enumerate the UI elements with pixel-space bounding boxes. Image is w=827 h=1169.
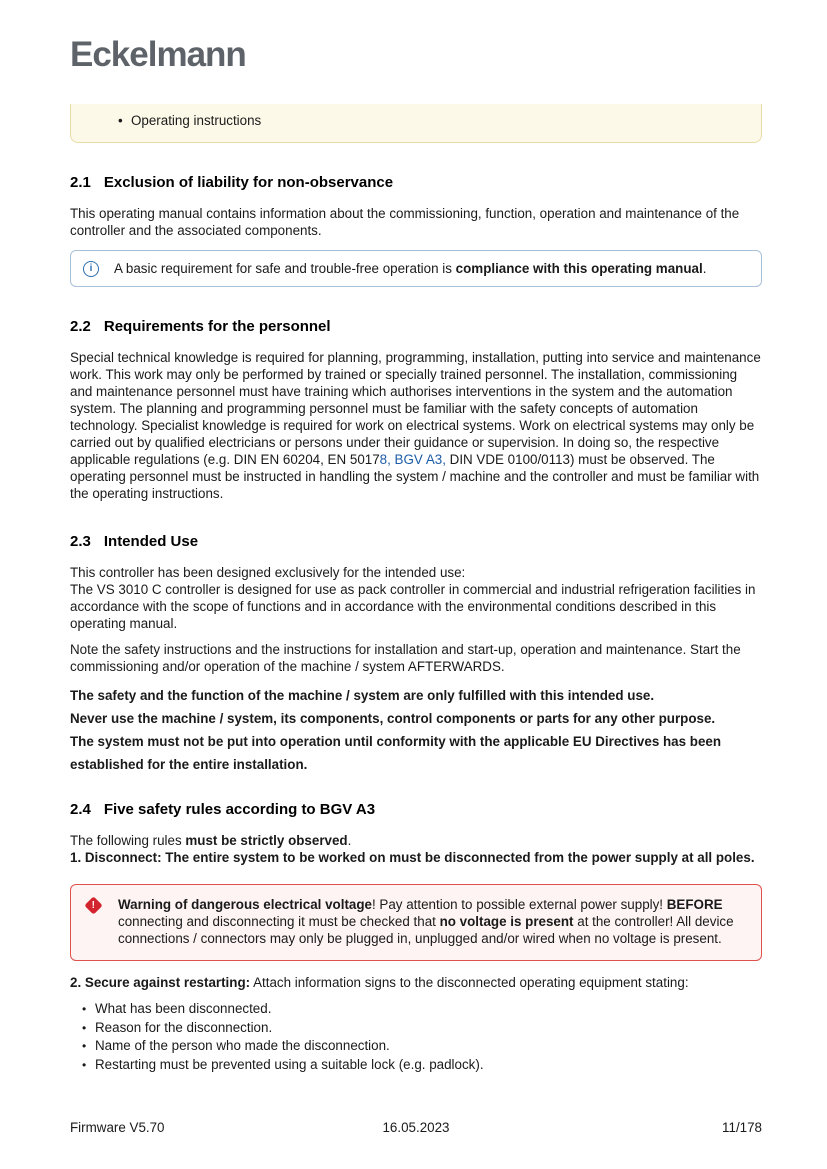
bold-statements <box>70 684 762 776</box>
section-number: 2.4 <box>70 801 91 818</box>
page-content <box>70 0 762 1074</box>
paragraph: Special technical knowledge is required for planning, programming, installation, putting into service and maintenance work. This work may only be performed by trained or specially trained personnel. The installation, commissioning and maintenance personnel must have training which authorises interventions in the system and the automation system. The planning and programming personnel must be familiar with the safety concepts of automation technology. Specialist knowledge is required for work on electrical systems. Work on electrical systems may only be carried out by qualified electricians or persons under their guidance or supervision. In doing so, the respective applicable regulations (e.g. DIN EN 60204, EN 50178, BGV A3, DIN VDE 0100/0113) must be observed. The operating personnel must be instructed in handling the system / machine and the controller and must be familiar with the operating instructions. <box>70 350 761 501</box>
section-title: Five safety rules according to BGV A3 <box>103 801 376 818</box>
list-item: • What has been disconnected. <box>82 1000 762 1019</box>
section-title: Requirements for the personnel <box>103 318 331 335</box>
list-item: • Restarting must be prevented using a suitable lock (e.g. padlock). <box>82 1056 762 1075</box>
section-title: Exclusion of liability for non-observance <box>103 174 394 191</box>
section-heading-2-4 <box>70 800 762 819</box>
bgv-a3-link[interactable]: 8, BGV A3, <box>379 452 446 467</box>
section-number: 2.1 <box>70 174 91 191</box>
info-box <box>70 250 762 287</box>
warning-text: Warning of dangerous electrical voltage! Pay attention to possible external power supply! BEFORE connecting and disconnecting it must be checked that no voltage is present at the controller! All device connections / connectors may only be plugged in, unplugged and/or wired when no voltage is present. <box>118 897 734 946</box>
footer-firmware-version: Firmware V5.70 <box>70 1120 165 1135</box>
paragraph-text: The VS 3010 C controller is designed for use as pack controller in commercial and industrial refrigeration facilities in accordance with the scope of functions and in accordance with the environmental conditions described in this operating manual. <box>70 582 756 631</box>
section-title: Intended Use <box>103 533 199 550</box>
paragraph: Note the safety instructions and the instructions for installation and start-up, operation and maintenance. Start the commissioning and/or operation of the machine / system AFTERWARDS. <box>70 642 741 674</box>
section-number: 2.2 <box>70 318 91 335</box>
section-heading-2-3 <box>70 532 762 551</box>
section-number: 2.3 <box>70 533 91 550</box>
paragraph: This operating manual contains information about the commissioning, function, operation and maintenance of the controller and the associated components. <box>70 206 740 238</box>
bold-statement: The safety and the function of the machine / system are only fulfilled with this intended use. <box>70 688 655 703</box>
warning-box <box>70 884 762 961</box>
restart-sign-list <box>70 1000 762 1074</box>
footer-date: 16.05.2023 <box>382 1120 450 1135</box>
info-icon: i <box>83 261 99 277</box>
rule-2-secure: 2. Secure against restarting: Attach information signs to the disconnected operating equipment stating: <box>70 975 689 990</box>
warning-icon: ! <box>84 896 102 914</box>
company-logo: Eckelmann <box>70 35 246 74</box>
rule-1-disconnect: 1. Disconnect: The entire system to be worked on must be disconnected from the power supply at all poles. <box>70 850 755 865</box>
list-item: • Name of the person who made the disconnection. <box>82 1037 762 1056</box>
list-item: • Operating instructions <box>118 112 747 129</box>
info-text: A basic requirement for safe and trouble-free operation is compliance with this operating manual. <box>114 261 707 276</box>
list-item: • Reason for the disconnection. <box>82 1019 762 1038</box>
page-footer <box>70 1120 762 1135</box>
section-heading-2-2 <box>70 317 762 336</box>
footer-page-number: 11/178 <box>722 1120 763 1135</box>
note-box-continued <box>70 104 762 143</box>
paragraph: The following rules must be strictly observed. 1. Disconnect: The entire system to be worked on must be disconnected from the power supply at all poles. <box>70 832 762 866</box>
bold-statement: The system must not be put into operation until conformity with the applicable EU Directives has been established for the entire installation. <box>70 734 722 772</box>
paragraph <box>70 564 762 632</box>
paragraph-line: This controller has been designed exclusively for the intended use: <box>70 565 466 580</box>
section-heading-2-1 <box>70 173 762 192</box>
bold-statement: Never use the machine / system, its components, control components or parts for any other purpose. <box>70 711 716 726</box>
